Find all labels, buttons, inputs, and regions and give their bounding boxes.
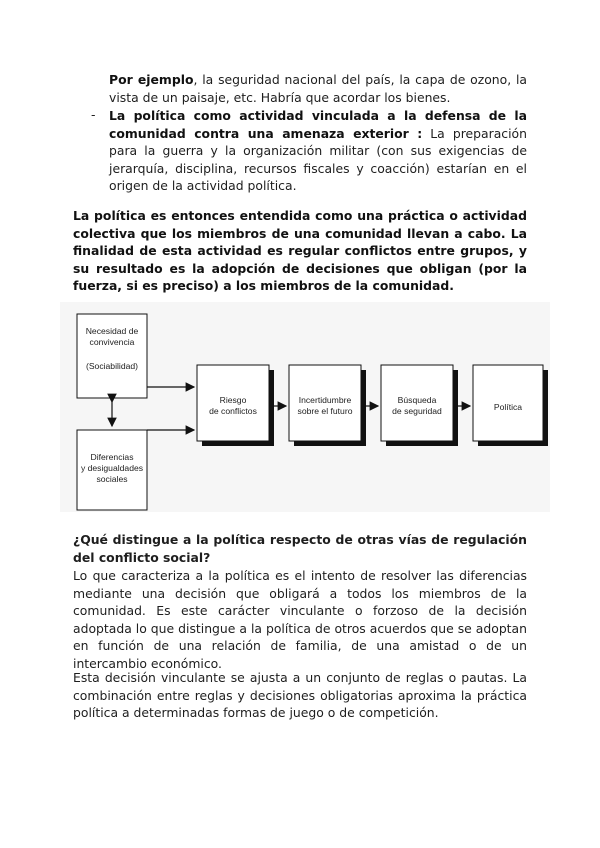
- svg-text:de conflictos: de conflictos: [209, 406, 257, 416]
- box-incertidumbre-futuro: [289, 365, 366, 446]
- box-politica: [473, 365, 548, 446]
- body-paragraph-1: Lo que caracteriza a la política es el intento de resolver las diferencias mediante una decisión que obligará a todos los miembros de la comunidad. Es este carácter vinculante o forzoso de la decisión adoptada lo que distingue a la política de otros acuerdos que se adoptan en función de una relación de familia, de una amistad o de un intercambio económico.: [73, 568, 527, 671]
- box-riesgo-conflictos: [197, 365, 274, 446]
- box-busqueda-seguridad: [381, 365, 458, 446]
- box-diferencias-sociales: [77, 430, 147, 510]
- svg-text:Búsqueda: Búsqueda: [397, 395, 437, 405]
- section-question-heading: ¿Qué distingue a la política respecto de otras vías de regulación del conflicto social?: [73, 532, 527, 565]
- svg-text:Riesgo: Riesgo: [219, 395, 247, 405]
- intro-text: , la seguridad nacional del país, la capa de ozono, la vista de un paisaje, etc. Habría que acordar los bienes.: [109, 72, 527, 105]
- intro-paragraph: [109, 71, 527, 106]
- svg-text:Incertidumbre: Incertidumbre: [298, 395, 352, 405]
- bullet-paragraph: [109, 107, 527, 195]
- svg-text:sobre el futuro: sobre el futuro: [297, 406, 353, 416]
- svg-text:convivencia: convivencia: [89, 337, 135, 347]
- bullet-marker: -: [91, 107, 96, 122]
- bullet-bold-heading: La política como actividad vinculada a la defensa de la comunidad contra una amenaza exterior :: [109, 108, 527, 141]
- svg-text:Necesidad de: Necesidad de: [85, 326, 139, 336]
- box-necesidad-convivencia: [77, 314, 147, 398]
- svg-text:(Sociabilidad): (Sociabilidad): [85, 361, 139, 371]
- svg-text:Política: Política: [493, 402, 523, 412]
- intro-lead-bold: Por ejemplo: [109, 72, 194, 87]
- svg-text:de seguridad: de seguridad: [392, 406, 442, 416]
- svg-text:y desigualdades: y desigualdades: [80, 463, 144, 473]
- bullet-text: La preparación para la guerra y la organización militar (con sus exigencias de jerarquía, disciplina, recursos fiscales y coacción) estarían en el origen de la actividad política.: [109, 125, 527, 193]
- svg-text:sociales: sociales: [96, 474, 128, 484]
- svg-text:Diferencias: Diferencias: [90, 452, 134, 462]
- body-paragraph-2: Esta decisión vinculante se ajusta a un conjunto de reglas o pautas. La combinación entre reglas y decisiones obligatorias aproxima la práctica política a determinadas formas de juego o de competición.: [73, 670, 527, 720]
- politics-flow-diagram: [60, 302, 550, 512]
- summary-bold-paragraph: La política es entonces entendida como una práctica o actividad colectiva que los miembros de una comunidad llevan a cabo. La finalidad de esta actividad es regular conflictos entre grupos, y su resultado es la adopción de decisiones que obligan (por la fuerza, si es preciso) a los miembros de la comunidad.: [73, 208, 527, 293]
